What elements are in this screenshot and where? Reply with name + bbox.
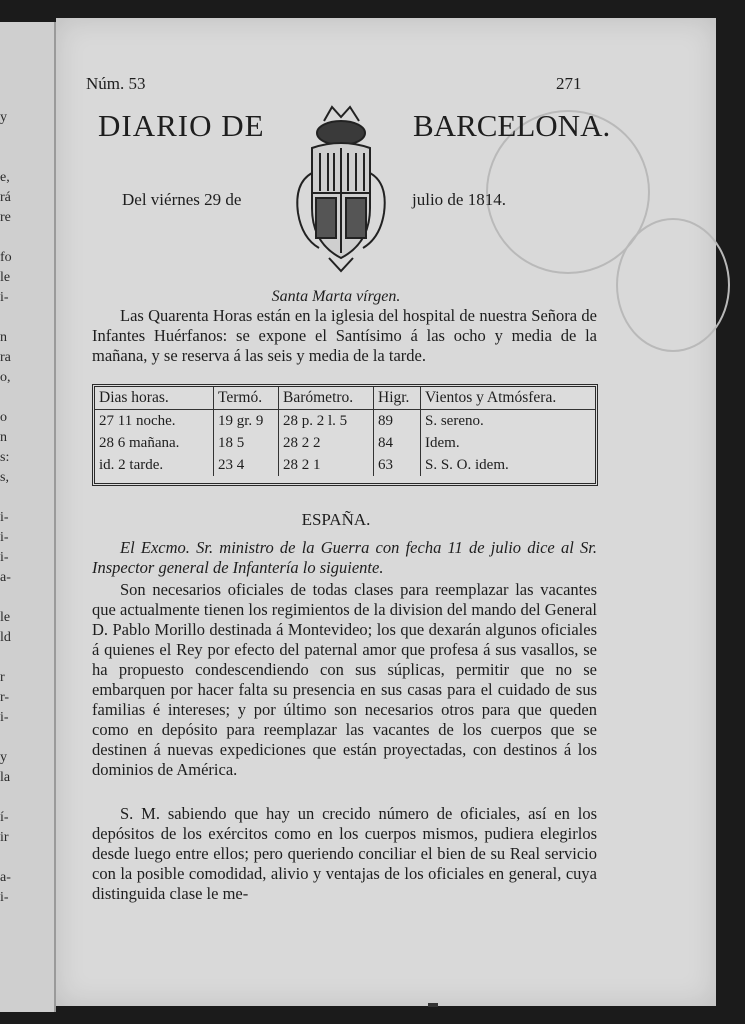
left-page-fragment: le [0, 270, 11, 285]
section-title: ESPAÑA. [301, 510, 371, 529]
left-page-fragment: rá [0, 190, 11, 205]
page-number: 271 [556, 74, 582, 93]
left-page-fragment: a- [0, 570, 11, 585]
weather-cell: 28 2 1 [279, 454, 374, 476]
left-page-fragment: i- [0, 290, 9, 305]
weather-cell: 18 5 [214, 432, 279, 454]
weather-row [95, 410, 595, 433]
masthead-title-left: DIARIO DE [98, 108, 265, 143]
saint-of-the-day: Santa Marta vírgen. [271, 288, 401, 305]
left-page-fragment: a- [0, 870, 11, 885]
left-page-fragment: r- [0, 690, 10, 705]
weather-cell: 89 [374, 410, 421, 433]
weather-cell: id. 2 tarde. [95, 454, 214, 476]
weather-cell: S. S. O. idem. [425, 457, 509, 473]
weather-col-header: Vientos y Atmósfera. [421, 387, 596, 410]
left-page-fragment: i- [0, 890, 9, 905]
left-page-edge [0, 22, 56, 1012]
left-page-fragment: n [0, 330, 7, 345]
weather-cell: 19 gr. 9 [214, 410, 279, 433]
barcelona-crest-icon [284, 103, 399, 273]
left-page-fragment: i- [0, 510, 9, 525]
masthead-title-right: BARCELONA. [413, 108, 611, 143]
left-page-fragment: ld [0, 630, 11, 645]
left-page-fragment: e, [0, 170, 10, 185]
body-paragraph: Son necesarios oficiales de todas clases para reemplazar las vacantes que actualmente tienen los regimientos de la division del mando del General D. Pablo Morillo destinada á Montevideo; los que dexarán algunos oficiales á quienes el Rey por efecto del paternal amor que profesa á sus vasallos, se ha propuesto condescendiendo con sus súplicas, permitir que no se embarquen por hacer falta su presencia en sus casas para el cuidado de sus familias é intereses; y por último son necesarios otros para que queden como en depósito para reemplazar las vacantes de los cuerpos que se destinen á nuevas expediciones que están proyectadas, con destinos á los dominios de América. [92, 580, 597, 779]
weather-cell: 28 2 2 [279, 432, 374, 454]
left-page-fragment: o [0, 410, 7, 425]
weather-cell: 28 6 mañana. [95, 432, 214, 454]
left-page-fragment: ir [0, 830, 9, 845]
section-intro: El Excmo. Sr. ministro de la Guerra con fecha 11 de julio dice al Sr. Inspector general de Infantería lo siguiente. [92, 538, 597, 577]
left-page-fragment: i- [0, 530, 9, 545]
weather-header-row [95, 387, 595, 410]
weather-table [92, 384, 598, 486]
left-page-fragment: ra [0, 350, 11, 365]
weather-cell: 63 [374, 454, 421, 476]
left-page-fragment: le [0, 610, 11, 625]
weather-col-header: Dias horas. [95, 387, 214, 410]
weather-cell: Idem. [425, 435, 460, 451]
left-page-fragment: i- [0, 710, 9, 725]
weather-col-header: Termó. [214, 387, 279, 410]
left-page-fragment: y [0, 110, 7, 125]
left-page-fragment: í- [0, 810, 9, 825]
date-left: Del viérnes 29 de [122, 190, 242, 209]
weather-cell: 23 4 [214, 454, 279, 476]
date-right: julio de 1814. [412, 190, 506, 209]
body-paragraph: S. M. sabiendo que hay un crecido número de oficiales, así en los depósitos de los exércitos como en los cuerpos mismos, pudiera elegirlos desde luego entre ellos; pero queriendo conciliar el bien de su Real servicio con la posible comodidad, alivio y ventajas de los oficiales en general, cuya distinguida clase le me- [92, 804, 597, 903]
forty-hours-notice: Las Quarenta Horas están en la iglesia del hospital de nuestra Señora de Infantes Huérfanos: se expone el Santísimo á las ocho y media de la mañana, y se reserva á las seis y media de la tarde. [92, 306, 597, 365]
weather-col-header: Barómetro. [279, 387, 374, 410]
weather-cell: 84 [374, 432, 421, 454]
printer-mark [428, 1003, 438, 1007]
issue-number: Núm. 53 [86, 74, 146, 93]
left-page-fragment: o, [0, 370, 11, 385]
weather-cell: 28 p. 2 l. 5 [279, 410, 374, 433]
weather-row [95, 454, 595, 476]
left-page-fragment: y [0, 750, 7, 765]
left-page-fragment: s, [0, 470, 9, 485]
weather-row [95, 432, 595, 454]
weather-col-header: Higr. [374, 387, 421, 410]
left-page-fragment: re [0, 210, 11, 225]
left-page-fragment: fo [0, 250, 12, 265]
left-page-fragment: la [0, 770, 11, 785]
weather-cell: S. sereno. [425, 413, 484, 429]
left-page-fragment: n [0, 430, 7, 445]
left-page-fragment: s: [0, 450, 10, 465]
library-stamp-icon [616, 218, 730, 352]
newspaper-page [56, 18, 716, 1006]
weather-cell: 27 11 noche. [95, 410, 214, 433]
left-page-fragment: r [0, 670, 5, 685]
left-page-fragment: i- [0, 550, 9, 565]
